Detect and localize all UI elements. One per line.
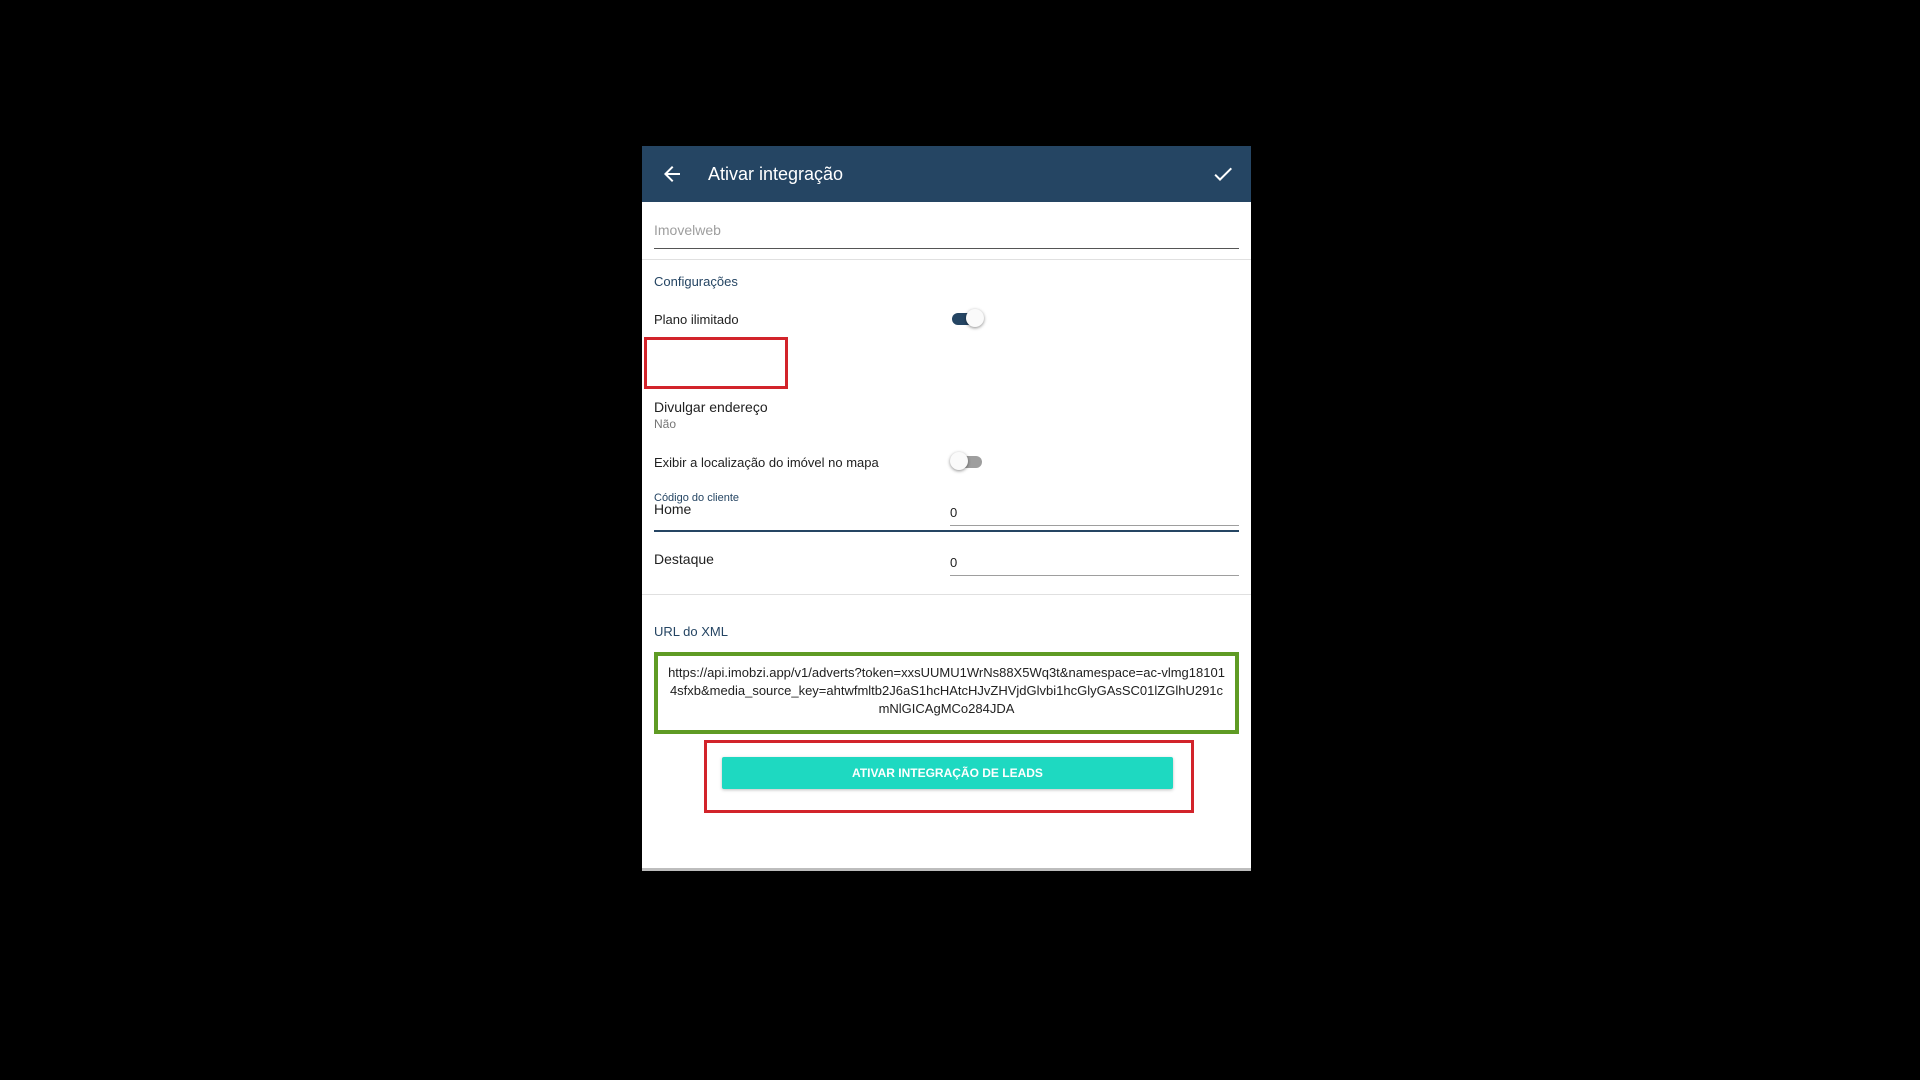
client-code-highlight	[644, 337, 788, 389]
app-bar	[642, 146, 1251, 202]
home-input[interactable]	[950, 499, 1239, 526]
home-value: 0	[950, 505, 958, 520]
divider	[642, 259, 1251, 260]
activate-leads-button[interactable]: ATIVAR INTEGRAÇÃO DE LEADS	[722, 757, 1173, 789]
check-icon[interactable]	[1211, 162, 1235, 186]
address-value: Não	[654, 417, 677, 431]
client-code-label: Código do cliente	[654, 492, 740, 504]
arrow-left-icon[interactable]	[660, 162, 684, 186]
xml-url-highlight	[654, 652, 1239, 734]
show-map-toggle[interactable]	[950, 451, 984, 471]
show-map-label: Exibir a localização do imóvel no mapa	[654, 455, 879, 470]
home-label: Home	[654, 501, 692, 517]
settings-section-title: Configurações	[654, 274, 738, 289]
bottom-edge	[642, 868, 1251, 871]
xml-url-text[interactable]: https://api.imobzi.app/v1/adverts?token=xxsUUMU1WrNs88X5Wq3t&namespace=ac-vlmg181014sfxb&media_source_key=ahtwfmltb2J6aS1hcHAtcHJvZHVjdGlvbi1hcGlyGAsSC01lZGlhU291cmNlGICAgMCo284JDA	[668, 665, 1225, 716]
divider	[642, 594, 1251, 595]
highlight-input[interactable]	[950, 549, 1239, 576]
xml-section-title: URL do XML	[654, 624, 728, 639]
page-title: Ativar integração	[708, 164, 844, 184]
unlimited-plan-label: Plano ilimitado	[654, 312, 739, 327]
highlight-value: 0	[950, 555, 958, 570]
portal-select[interactable]	[654, 218, 1239, 249]
integration-dialog	[642, 146, 1251, 871]
portal-value: Imovelweb	[654, 222, 721, 238]
highlight-label: Destaque	[654, 551, 714, 567]
address-label[interactable]: Divulgar endereço	[654, 399, 768, 415]
unlimited-plan-toggle[interactable]	[950, 308, 984, 328]
